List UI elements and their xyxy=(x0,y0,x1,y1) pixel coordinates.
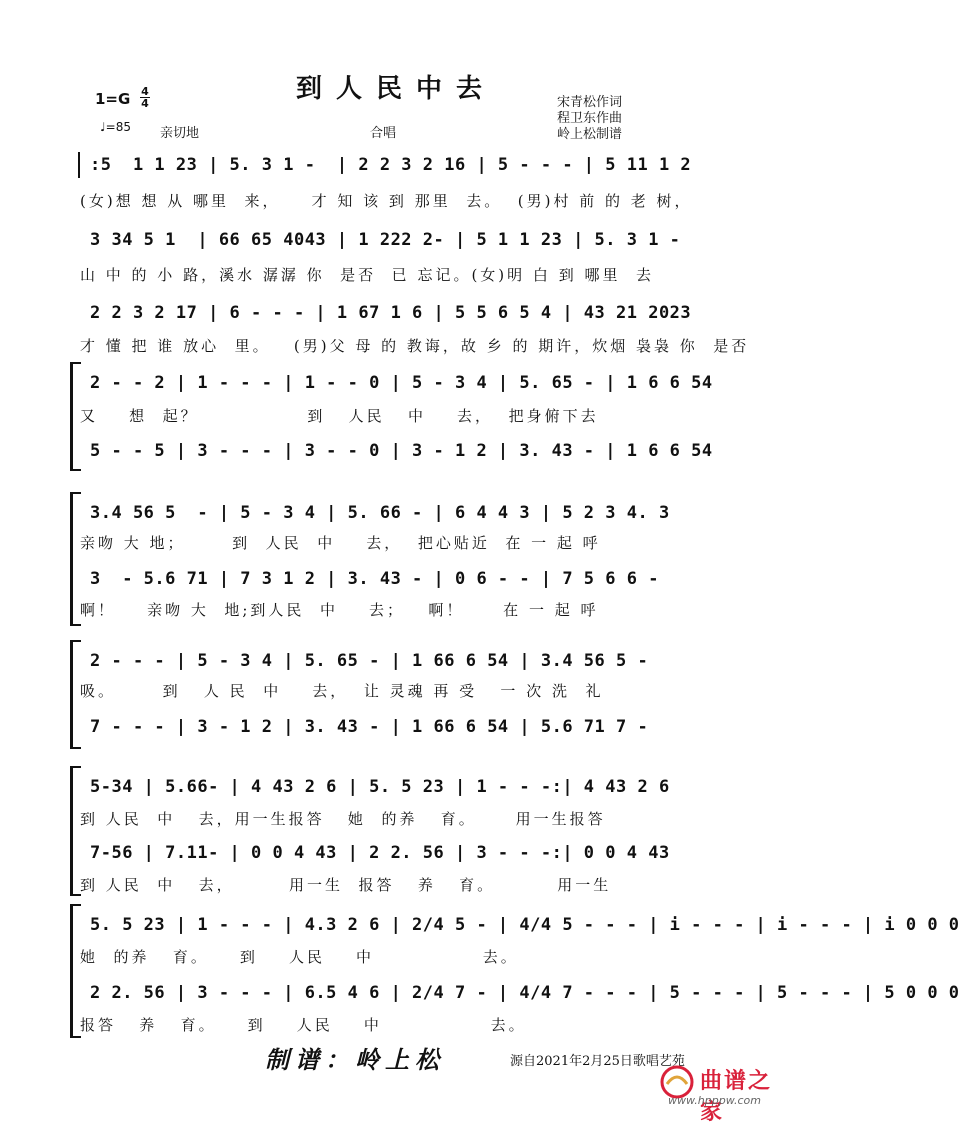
staff-row-1 xyxy=(78,148,718,182)
notes-row-10: 5-34 | 5.66- | 4 43 2 6 | 5. 5 23 | 1 - - -:| 4 43 2 6 xyxy=(90,777,670,797)
notes-row-9: 7 - - - | 3 - 1 2 | 3. 43 - | 1 66 6 54 | 5.6 71 7 - xyxy=(90,717,649,737)
notes-row-3: 2 2 3 2 17 | 6 - - - | 1 67 1 6 | 5 5 6 5 4 | 43 21 2023 xyxy=(90,303,692,323)
time-signature xyxy=(140,86,150,109)
staff-row-7 xyxy=(78,562,718,596)
staff-row-12 xyxy=(78,908,960,942)
lyric-row-2: 山 中 的 小 路，溪水 潺潺 你 是否 已 忘记。(女)明 白 到 哪里 去 xyxy=(80,266,654,284)
notes-row-6: 3.4 56 5 - | 5 - 3 4 | 5. 66 - | 6 4 4 3 | 5 2 3 4. 3 xyxy=(90,503,670,523)
key-signature: 1=G xyxy=(95,90,131,108)
engraver-signature: 制谱：岭上松 xyxy=(265,1045,445,1074)
lyric-row-6: 亲吻 大 地； 到 人民 中 去， 把心贴近 在 一 起 呼 xyxy=(80,534,601,552)
composer-credit: 程卫东作曲 xyxy=(557,111,623,126)
staff-row-5 xyxy=(78,434,718,468)
notes-row-11: 7-56 | 7.11- | 0 0 4 43 | 2 2. 56 | 3 - - -:| 0 0 4 43 xyxy=(90,843,670,863)
site-url: www.hpppw.com xyxy=(668,1094,761,1107)
lyric-row-12: 她 的养 育。 到 人民 中 去。 xyxy=(80,948,519,966)
notes-row-4: 2 - - 2 | 1 - - - | 1 - - 0 | 5 - 3 4 | 5. 65 - | 1 6 6 54 xyxy=(90,373,713,393)
lyricist-credit: 宋青松作词 xyxy=(557,95,623,110)
expression-marking: 亲切地 xyxy=(160,126,200,141)
lyric-row-3: 才 懂 把 谁 放心 里。 (男)父 母 的 教诲，故 乡 的 期许，炊烟 袅袅 你 是否 xyxy=(80,337,750,355)
notes-row-12: 5. 5 23 | 1 - - - | 4.3 2 6 | 2/4 5 - | 4/4 5 - - - | i - - - | i - - - | i 0 0 0 xyxy=(90,915,960,935)
lyric-row-13: 报答 养 育。 到 人民 中 去。 xyxy=(80,1016,527,1034)
meter-bottom: 4 xyxy=(141,97,149,110)
notes-row-5: 5 - - 5 | 3 - - - | 3 - - 0 | 3 - 1 2 | 3. 43 - | 1 6 6 54 xyxy=(90,441,713,461)
notes-row-13: 2 2. 56 | 3 - - - | 6.5 4 6 | 2/4 7 - | 4/4 7 - - - | 5 - - - | 5 - - - | 5 0 0 0 xyxy=(90,983,960,1003)
source-note: 源自2021年2月25日歌唱艺苑 xyxy=(510,1054,685,1069)
notes-row-1: :5 1 1 23 | 5. 3 1 - | 2 2 3 2 16 | 5 - - - | 5 11 1 2 xyxy=(90,155,692,175)
staff-row-6 xyxy=(78,496,718,530)
section-label: 合唱 xyxy=(370,126,397,141)
notes-row-2: 3 34 5 1 | 66 65 4043 | 1 222 2- | 5 1 1 23 | 5. 3 1 - xyxy=(90,230,681,250)
tempo-marking: ♩=85 xyxy=(100,120,131,134)
credits-block xyxy=(557,95,622,143)
lyric-row-1: (女)想 想 从 哪里 来， 才 知 该 到 那里 去。 (男)村 前 的 老 树， xyxy=(80,192,693,210)
score-title: 到人民中去 xyxy=(295,74,496,104)
staff-row-10 xyxy=(78,770,718,804)
repeat-barline xyxy=(78,152,80,178)
engraver-credit: 岭上松制谱 xyxy=(557,127,623,142)
notes-row-7: 3 - 5.6 71 | 7 3 1 2 | 3. 43 - | 0 6 - - | 7 5 6 6 - xyxy=(90,569,659,589)
staff-row-3 xyxy=(78,296,718,330)
staff-row-2 xyxy=(78,223,718,257)
staff-row-11 xyxy=(78,836,718,870)
site-logo-text: 曲谱之家 xyxy=(700,1069,773,1125)
staff-row-13 xyxy=(78,976,960,1010)
lyric-row-4: 又 想 起？ 到 人民 中 去， 把身俯下去 xyxy=(80,407,599,425)
lyric-row-8: 吸。 到 人 民 中 去， 让 灵魂 再 受 一 次 洗 礼 xyxy=(80,682,604,700)
notes-row-8: 2 - - - | 5 - 3 4 | 5. 65 - | 1 66 6 54 | 3.4 56 5 - xyxy=(90,651,649,671)
meter-top: 4 xyxy=(141,85,149,98)
staff-row-8 xyxy=(78,644,718,678)
lyric-row-11: 到 人民 中 去， 用一生 报答 养 育。 用一生 xyxy=(80,876,612,894)
lyric-row-7: 啊！ 亲吻 大 地;到人民 中 去； 啊！ 在 一 起 呼 xyxy=(80,601,599,619)
lyric-row-10: 到 人民 中 去，用一生报答 她 的养 育。 用一生报答 xyxy=(80,810,606,828)
staff-row-9 xyxy=(78,710,718,744)
staff-row-4 xyxy=(78,366,718,400)
